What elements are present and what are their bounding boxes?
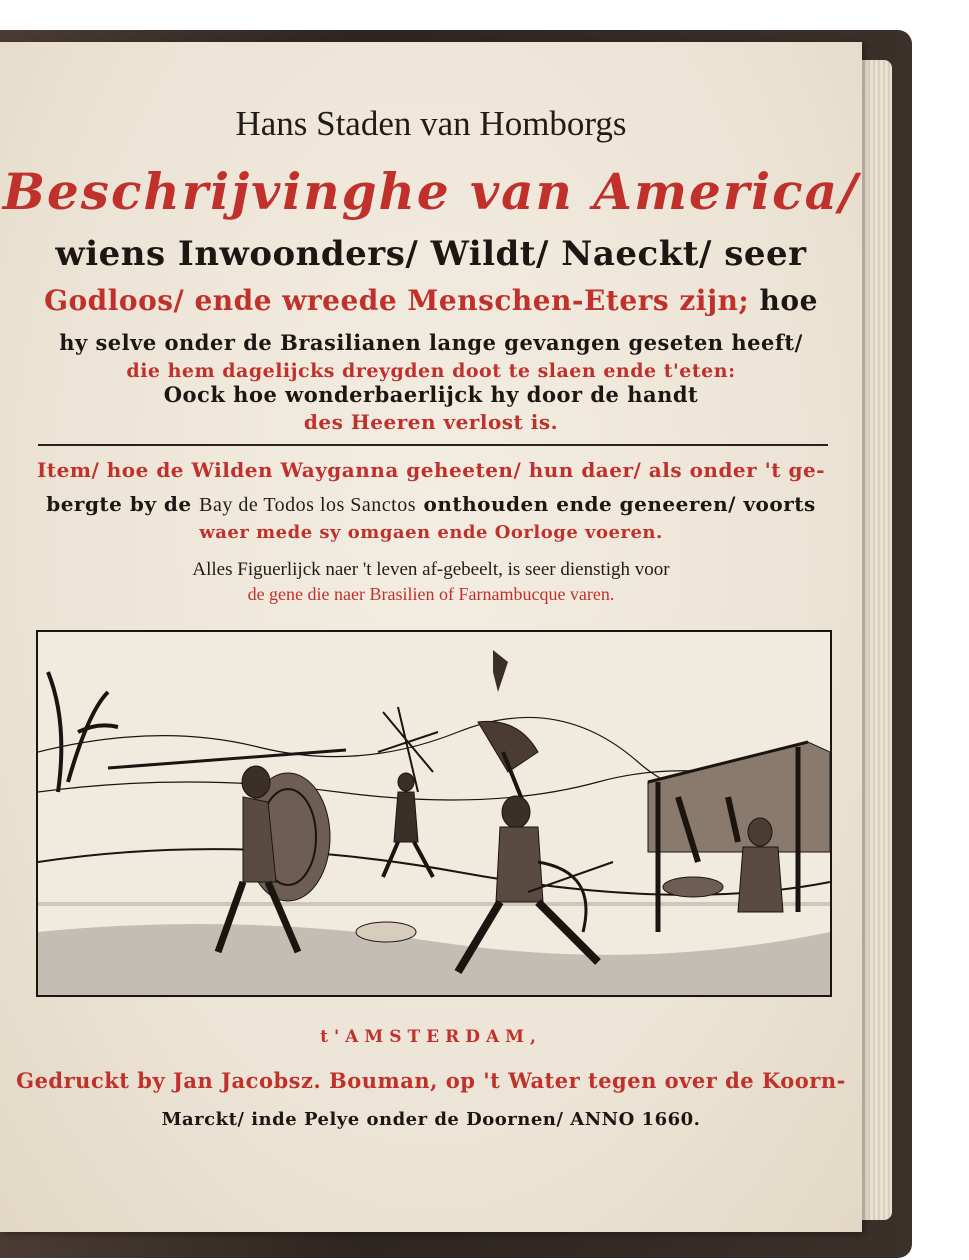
section2-line-1: Item/ hoe de Wilden Wayganna geheeten/ hun daer/ als onder 't ge- — [37, 458, 825, 482]
section2-line-3: waer mede sy omgaen ende Oorloge voeren. — [199, 522, 663, 543]
section3-line-2: de gene die naer Brasilien of Farnambucque varen. — [247, 584, 615, 604]
author-line: Hans Staden van Homborgs — [235, 104, 627, 143]
woodcut-illustration — [36, 630, 832, 997]
section2-line-2b: Bay de Todos los Sanctos — [199, 494, 417, 516]
main-title: Beschrijvinghe van America/ — [2, 162, 860, 221]
subtitle-line-6: die hem dagelijcks dreygden doot te slaen ende t'eten: — [126, 360, 736, 382]
title-page — [0, 42, 862, 1232]
subtitle-line-4-black: hoe — [749, 284, 818, 317]
imprint-line-1: Gedruckt by Jan Jacobsz. Bouman, op 't Water tegen over de Koorn- — [16, 1068, 846, 1093]
separator-rule — [38, 444, 828, 446]
subtitle-line-4 — [0, 284, 862, 317]
imprint-place: t'AMSTERDAM, — [320, 1027, 542, 1047]
subtitle-line-7: Oock hoe wonderbaerlijck hy door de handt — [163, 382, 699, 407]
imprint-line-2: Marckt/ inde Pelye onder de Doornen/ ANNO 1660. — [161, 1109, 701, 1130]
subtitle-line-5: hy selve onder de Brasilianen lange gevangen geseten heeft/ — [59, 330, 803, 355]
woodcut-scene — [38, 632, 830, 995]
subtitle-line-3: wiens Inwoonders/ Wildt/ Naeckt/ seer — [55, 234, 807, 274]
section2-line-2c: onthouden ende geneeren/ voorts — [416, 492, 816, 516]
section2-line-2 — [0, 492, 862, 517]
section3-line-1: Alles Figuerlijck naer 't leven af-gebeelt, is seer dienstigh voor — [192, 559, 670, 580]
subtitle-line-8: des Heeren verlost is. — [303, 410, 559, 434]
subtitle-line-4-red: Godloos/ ende wreede Menschen-Eters zijn; — [44, 284, 750, 317]
section2-line-2a: bergte by de — [46, 492, 200, 516]
